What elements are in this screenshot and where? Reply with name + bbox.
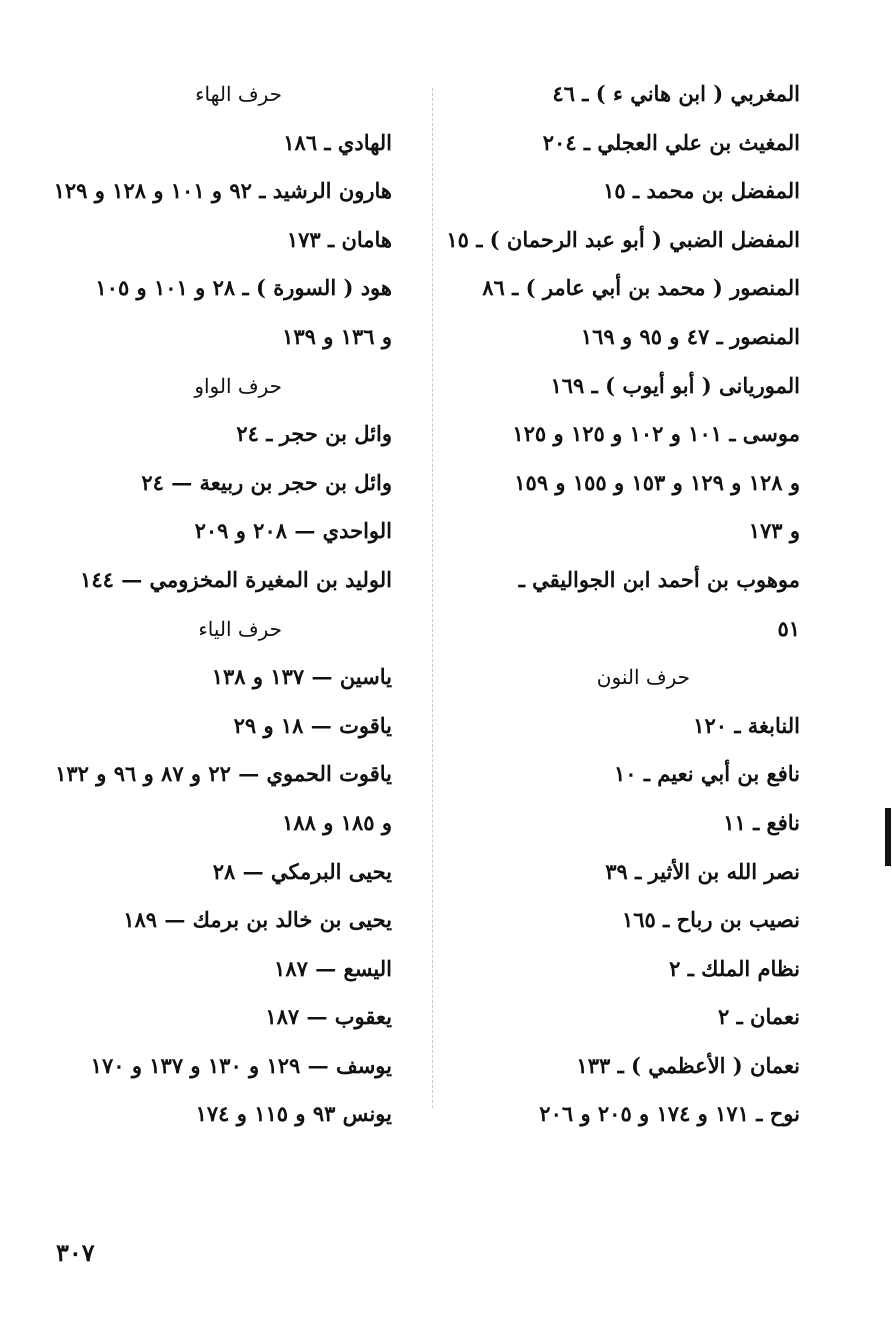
index-entry: ياسين — ١٣٧ و ١٣٨ (211, 664, 392, 690)
index-entry: المنصور ( محمد بن أبي عامر ) ـ ٨٦ (482, 275, 800, 301)
index-entry: و ١٢٨ و ١٢٩ و ١٥٣ و ١٥٥ و ١٥٩ (514, 469, 800, 495)
index-entry: نظام الملك ـ ٢ (669, 955, 800, 981)
index-entry: الموريانى ( أبو أيوب ) ـ ١٦٩ (550, 372, 800, 398)
index-entry: اليسع — ١٨٧ (274, 955, 392, 981)
index-entry: المغيث بن علي العجلي ـ ٢٠٤ (542, 129, 800, 155)
column-divider (432, 88, 433, 1108)
section-heading-ha: حرف الهاء (195, 82, 282, 106)
index-entry: ياقوت الحموي — ٢٢ و ٨٧ و ٩٦ و ١٣٢ (55, 761, 392, 787)
index-entry: المفضل الضبي ( أبو عبد الرحمان ) ـ ١٥ (446, 226, 800, 252)
index-entry: نصر الله بن الأثير ـ ٣٩ (605, 858, 800, 884)
index-entry: نافع ـ ١١ (723, 809, 800, 835)
index-entry: هارون الرشيد ـ ٩٢ و ١٠١ و ١٢٨ و ١٢٩ (53, 178, 392, 204)
index-column-right (440, 70, 800, 1139)
page-number: ٣٠٧ (56, 1238, 95, 1267)
index-entry: و ١٣٦ و ١٣٩ (282, 323, 392, 349)
index-entry: نوح ـ ١٧١ و ١٧٤ و ٢٠٥ و ٢٠٦ (539, 1101, 800, 1127)
index-entry: يعقوب — ١٨٧ (265, 1004, 392, 1030)
index-entry: الواحدي — ٢٠٨ و ٢٠٩ (194, 518, 392, 544)
index-entry: و ١٨٥ و ١٨٨ (282, 809, 392, 835)
section-heading-nun: حرف النون (596, 665, 690, 690)
index-entry: الوليد بن المغيرة المخزومي — ١٤٤ (80, 566, 392, 592)
index-entry: هود ( السورة ) ـ ٢٨ و ١٠١ و ١٠٥ (95, 275, 392, 301)
index-entry: نعمان ـ ٢ (718, 1004, 800, 1030)
section-heading-waw: حرف الواو (194, 373, 282, 398)
index-entry: يحيى البرمكي — ٢٨ (212, 858, 392, 884)
index-entry: وائل بن حجر بن ربيعة — ٢٤ (141, 469, 392, 495)
index-entry: نافع بن أبي نعيم ـ ١٠ (613, 761, 800, 787)
index-entry: يونس ٩٣ و ١١٥ و ١٧٤ (195, 1101, 392, 1127)
index-entry: المنصور ـ ٤٧ و ٩٥ و ١٦٩ (580, 323, 800, 349)
index-entry: موهوب بن أحمد ابن الجواليقي ـ (518, 566, 800, 592)
index-entry: نصيب بن رباح ـ ١٦٥ (621, 907, 800, 933)
scan-edge-mark (885, 808, 891, 866)
index-entry: المفضل بن محمد ـ ١٥ (603, 178, 800, 204)
index-entry: و ١٧٣ (748, 518, 800, 544)
index-entry: يحيى بن خالد بن برمك — ١٨٩ (123, 907, 392, 933)
index-entry: ياقوت — ١٨ و ٢٩ (233, 712, 392, 738)
index-column-left (42, 70, 392, 1139)
index-entry: النابغة ـ ١٢٠ (693, 712, 800, 738)
index-entry: نعمان ( الأعظمي ) ـ ١٣٣ (576, 1052, 800, 1078)
index-entry: يوسف — ١٢٩ و ١٣٠ و ١٣٧ و ١٧٠ (90, 1052, 392, 1078)
index-entry: موسى ـ ١٠١ و ١٠٢ و ١٢٥ و ١٢٥ (512, 421, 800, 447)
index-entry: المغربي ( ابن هاني ء ) ـ ٤٦ (552, 81, 800, 106)
index-entry: وائل بن حجر ـ ٢٤ (236, 421, 392, 447)
index-entry: هامان ـ ١٧٣ (286, 226, 392, 252)
index-entry: الهادي ـ ١٨٦ (283, 129, 392, 155)
index-entry: ٥١ (777, 615, 800, 641)
section-heading-ya: حرف الياء (198, 616, 282, 641)
